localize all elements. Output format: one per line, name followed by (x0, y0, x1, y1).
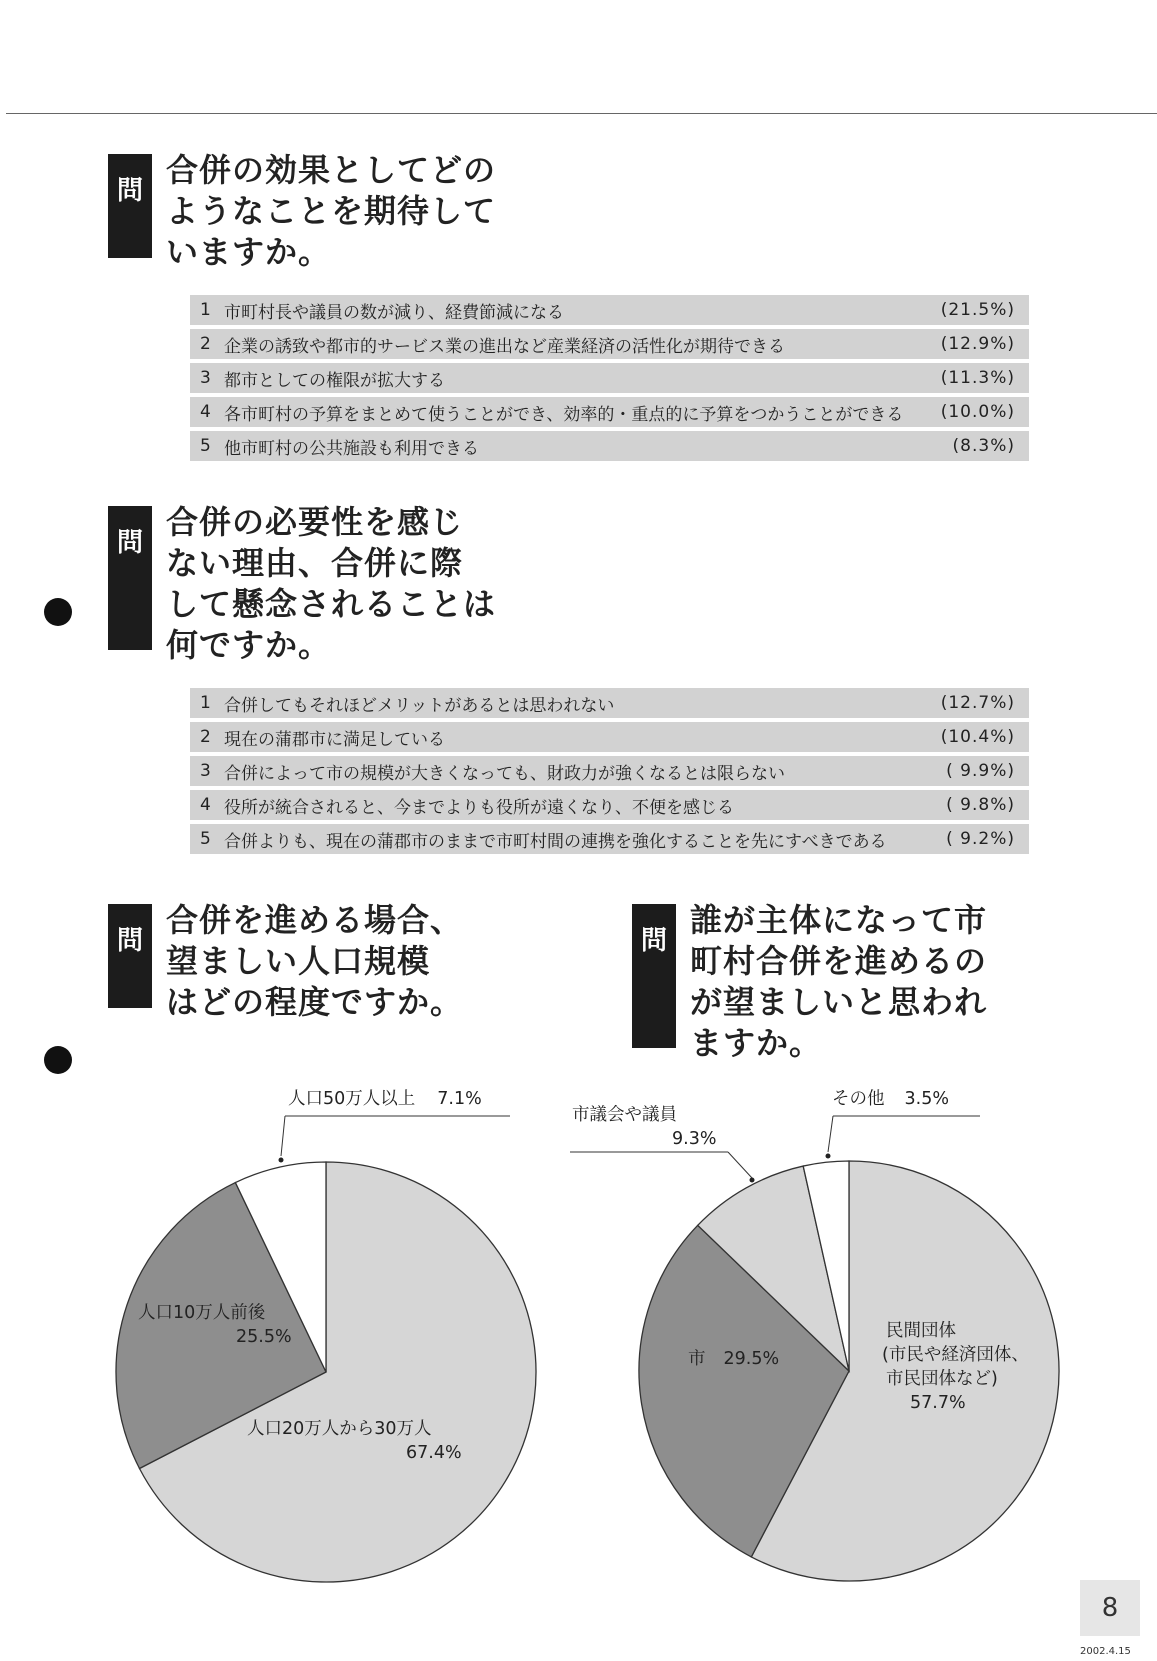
answer-percent: ( 9.8%) (946, 795, 1015, 815)
question-line: 合併の必要性を感じ (166, 503, 464, 541)
question-2-title (166, 502, 496, 666)
question-badge: 問 (632, 904, 676, 1048)
answer-number: 1 (200, 693, 211, 713)
leader-dot (750, 1178, 755, 1183)
population-pie-chart (0, 1080, 560, 1600)
slice-label-council: 市議会や議員 (572, 1105, 677, 1125)
answer-percent: (10.0%) (940, 402, 1015, 422)
question-line: いますか。 (166, 233, 332, 271)
issue-date: 2002.4.15 (1080, 1646, 1131, 1657)
question-line: 合併の効果としてどの (166, 151, 497, 189)
leader-dot (279, 1158, 284, 1163)
leader-line (281, 1116, 285, 1156)
answer-number: 5 (200, 436, 211, 456)
top-rule (6, 113, 1157, 114)
slice-pct-private: 57.7% (910, 1393, 966, 1413)
answer-row (190, 790, 1029, 820)
bullet-dot (44, 598, 72, 626)
answer-text: 合併によって市の規模が大きくなっても、財政力が強くなるとは限らない (224, 763, 785, 784)
question-line: はどの程度ですか。 (166, 983, 464, 1021)
answer-percent: (11.3%) (940, 368, 1015, 388)
question-badge: 問 (108, 154, 152, 258)
answer-text: 都市としての権限が拡大する (224, 370, 445, 391)
question-line: 町村合併を進めるの (690, 942, 988, 980)
bullet-dot (44, 1046, 72, 1074)
question-line: が望ましいと思われ (690, 983, 988, 1021)
answer-row (190, 722, 1029, 752)
question-4-title (690, 900, 987, 1064)
question-line: 何ですか。 (166, 626, 332, 664)
answer-number: 1 (200, 300, 211, 320)
slice-pct-200k: 67.4% (406, 1443, 462, 1463)
answer-percent: ( 9.2%) (946, 829, 1015, 849)
answer-text: 各市町村の予算をまとめて使うことができ、効率的・重点的に予算をつかうことができる (224, 404, 904, 425)
answer-list-1 (190, 295, 1029, 465)
slice-label-private: 民間団体 (886, 1321, 956, 1341)
answer-text: 市町村長や議員の数が減り、経費節減になる (224, 302, 564, 323)
question-1-title (166, 150, 496, 273)
answer-row (190, 824, 1029, 854)
answer-text: 他市町村の公共施設も利用できる (224, 438, 479, 459)
slice-sublabel2-private: 市民団体など) (886, 1369, 998, 1389)
answer-number: 5 (200, 829, 211, 849)
answer-list-2 (190, 688, 1029, 858)
slice-label-over50: 人口50万人以上 7.1% (288, 1089, 482, 1109)
leader-line (828, 1116, 833, 1152)
question-line: 合併を進める場合、 (166, 901, 464, 939)
answer-percent: (21.5%) (940, 300, 1015, 320)
slice-label-other: その他 3.5% (832, 1089, 949, 1109)
answer-row (190, 363, 1029, 393)
question-badge: 問 (108, 904, 152, 1008)
answer-number: 4 (200, 402, 211, 422)
question-line: して懸念されることは (166, 585, 497, 623)
question-line: ますか。 (690, 1024, 823, 1062)
answer-text: 現在の蒲郡市に満足している (224, 729, 445, 750)
answer-percent: (10.4%) (940, 727, 1015, 747)
actor-pie-chart (560, 1080, 1157, 1600)
slice-sublabel-private: (市民や経済団体、 (882, 1345, 1029, 1365)
answer-percent: (12.7%) (940, 693, 1015, 713)
answer-number: 2 (200, 727, 211, 747)
slice-label-city: 市 29.5% (688, 1349, 780, 1369)
question-badge: 問 (108, 506, 152, 650)
answer-row (190, 295, 1029, 325)
answer-percent: (8.3%) (952, 436, 1015, 456)
slice-label-200k: 人口20万人から30万人 (247, 1419, 432, 1439)
answer-number: 2 (200, 334, 211, 354)
answer-row (190, 329, 1029, 359)
answer-number: 3 (200, 761, 211, 781)
leader-dot (826, 1154, 831, 1159)
answer-percent: ( 9.9%) (946, 761, 1015, 781)
answer-text: 合併してもそれほどメリットがあるとは思われない (224, 695, 615, 716)
answer-row (190, 431, 1029, 461)
question-3-title (166, 900, 463, 1023)
answer-row (190, 756, 1029, 786)
question-line: ようなことを期待して (166, 192, 497, 230)
slice-pct-100k: 25.5% (236, 1327, 292, 1347)
leader-line (728, 1152, 752, 1178)
answer-row (190, 688, 1029, 718)
question-line: 望ましい人口規模 (166, 942, 431, 980)
slice-label-100k: 人口10万人前後 (138, 1303, 266, 1323)
answer-row (190, 397, 1029, 427)
answer-text: 役所が統合されると、今までよりも役所が遠くなり、不便を感じる (224, 797, 734, 818)
answer-text: 合併よりも、現在の蒲郡市のままで市町村間の連携を強化することを先にすべきである (224, 831, 887, 852)
answer-number: 3 (200, 368, 211, 388)
question-line: 誰が主体になって市 (690, 901, 988, 939)
slice-pct-council: 9.3% (672, 1129, 717, 1149)
page-number: 8 (1080, 1580, 1140, 1636)
answer-percent: (12.9%) (940, 334, 1015, 354)
question-line: ない理由、合併に際 (166, 544, 464, 582)
answer-number: 4 (200, 795, 211, 815)
answer-text: 企業の誘致や都市的サービス業の進出など産業経済の活性化が期待できる (224, 336, 785, 357)
